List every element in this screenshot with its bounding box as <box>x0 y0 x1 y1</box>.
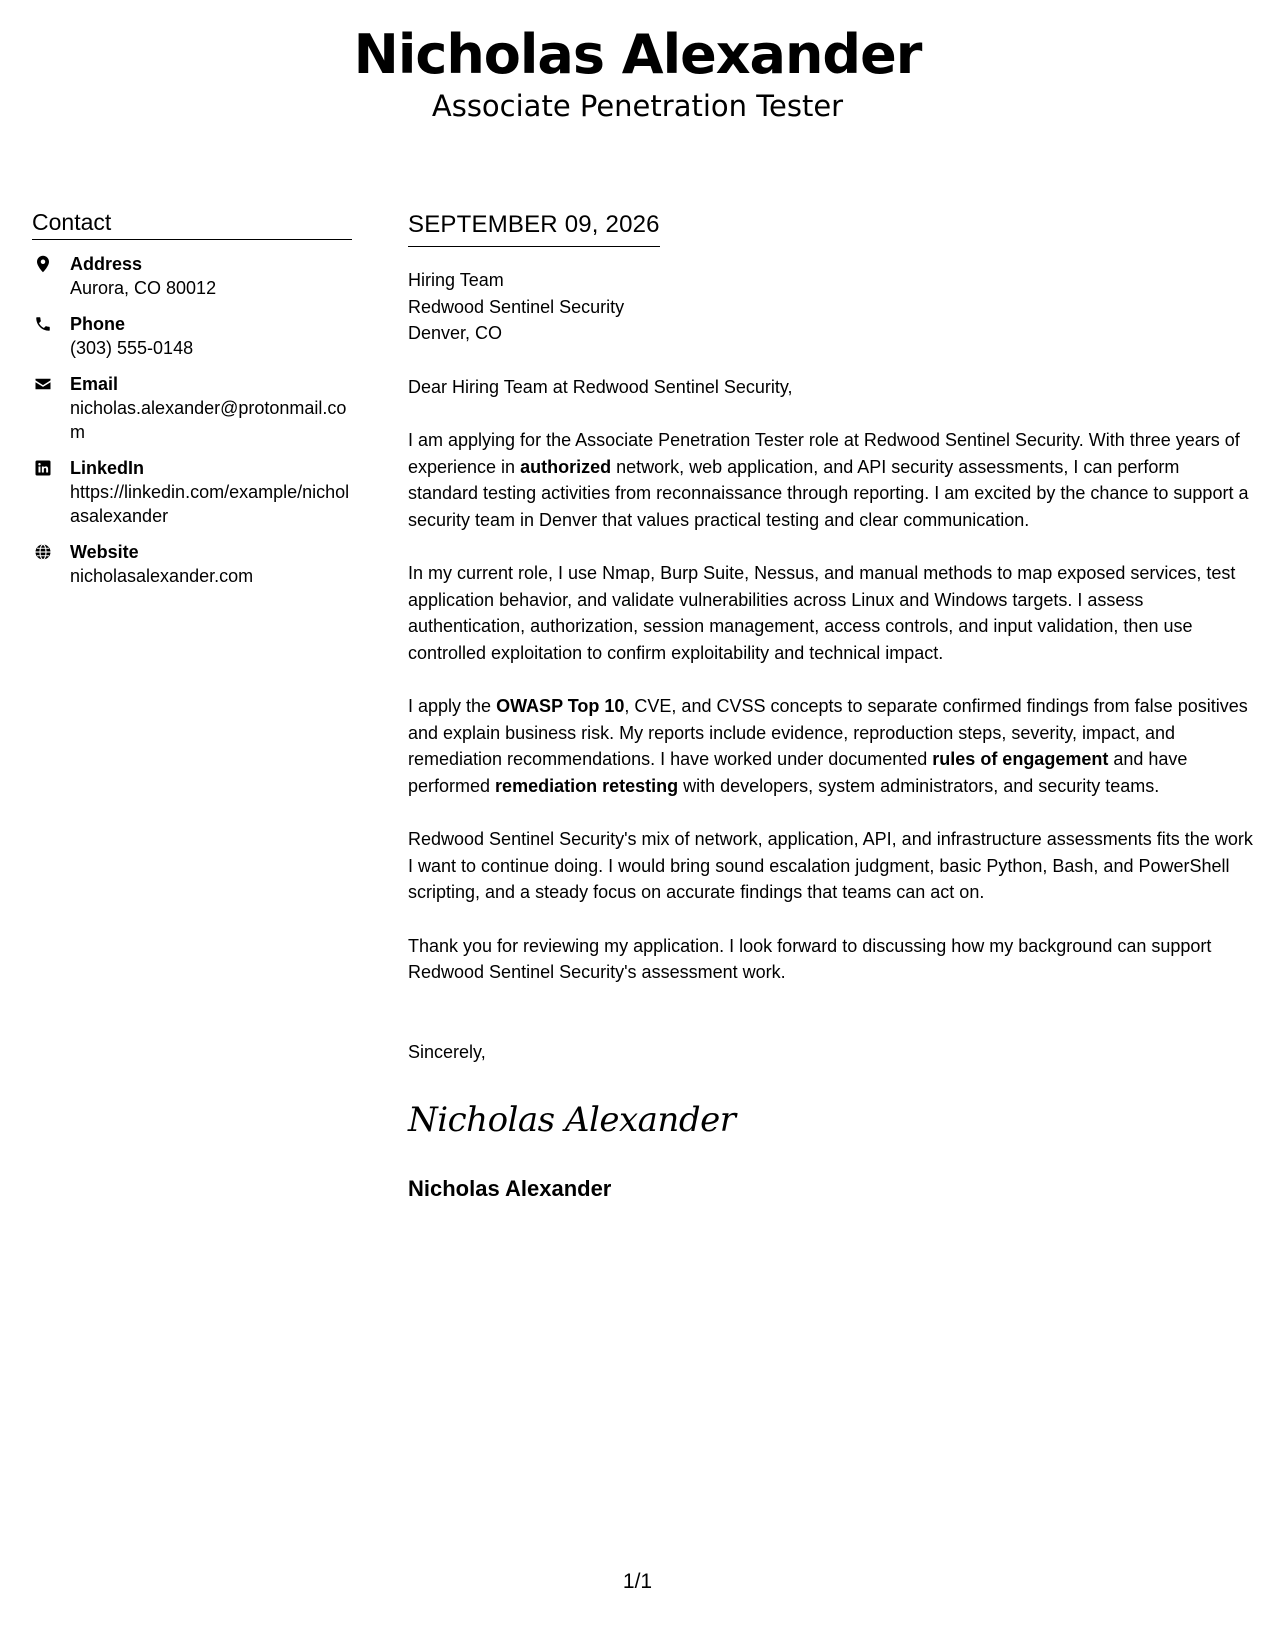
recipient-line: Hiring Team <box>408 270 504 290</box>
job-title: Associate Penetration Tester <box>431 89 844 123</box>
globe-icon <box>34 543 52 561</box>
applicant-name: Nicholas Alexander <box>353 23 922 86</box>
closing: Sincerely, <box>408 1041 486 1062</box>
salutation: Dear Hiring Team at Redwood Sentinel Security, <box>408 376 793 397</box>
contact-label: Email <box>70 374 119 394</box>
phone-icon <box>34 315 52 333</box>
contact-label: Address <box>70 254 143 274</box>
contact-heading: Contact <box>32 207 352 240</box>
letter-date: SEPTEMBER 09, 2026 <box>408 210 660 247</box>
contact-item-linkedin <box>32 456 352 528</box>
map-pin-icon <box>34 255 52 273</box>
signature-name: Nicholas Alexander <box>408 1176 612 1201</box>
paragraph-3: I apply the OWASP Top 10, CVE, and CVSS concepts to separate confirmed findings from false positives and explain business risk. My reports include evidence, reproduction steps, severity, impact, and remediation recommendations. I have worked under documented rules of engagement and have performed remediation retesting with developers, system administrators, and security teams. <box>408 696 1248 796</box>
recipient-line: Denver, CO <box>408 323 503 343</box>
contact-label: Website <box>70 542 139 562</box>
recipient-line: Redwood Sentinel Security <box>408 296 625 317</box>
header <box>0 22 1275 124</box>
handwritten-signature: Nicholas Alexander <box>408 1100 736 1140</box>
contact-value[interactable]: nicholasalexander.com <box>70 566 254 586</box>
page-number: 1/1 <box>622 1570 653 1593</box>
letter-body <box>408 210 1253 1203</box>
contact-value: (303) 555-0148 <box>70 338 194 358</box>
paragraph-1: I am applying for the Associate Penetration Tester role at Redwood Sentinel Security. With three years of experience in authorized network, web application, and API security assessments, I can perform standard testing activities from reconnaissance through reporting. I am excited by the chance to support a security team in Denver that values practical testing and clear communication. <box>408 430 1249 530</box>
linkedin-icon <box>34 459 52 477</box>
contact-item-website <box>32 540 352 588</box>
paragraph-2: In my current role, I use Nmap, Burp Suite, Nessus, and manual methods to map exposed services, test application behavior, and validate vulnerabilities across Linux and Windows targets. I assess authentication, authorization, session management, access controls, and input validation, then use controlled exploitation to confirm exploitability and technical impact. <box>408 563 1236 663</box>
paragraph-5: Thank you for reviewing my application. I look forward to discussing how my background can support Redwood Sentinel Security's assessment work. <box>408 935 1212 982</box>
contact-item-email <box>32 372 352 444</box>
contact-label: Phone <box>70 314 126 334</box>
envelope-icon <box>34 375 52 393</box>
contact-sidebar <box>32 207 352 588</box>
contact-value[interactable]: nicholas.alexander@protonmail.com <box>70 398 347 442</box>
contact-value[interactable]: https://linkedin.com/example/nicholasalexander <box>70 482 350 526</box>
contact-value: Aurora, CO 80012 <box>70 278 217 298</box>
contact-item-address <box>32 252 352 300</box>
recipient-block <box>408 267 1253 347</box>
paragraph-4: Redwood Sentinel Security's mix of network, application, API, and infrastructure assessments fits the work I want to continue doing. I would bring sound escalation judgment, basic Python, Bash, and PowerShell scripting, and a steady focus on accurate findings that teams can act on. <box>408 829 1253 902</box>
contact-item-phone <box>32 312 352 360</box>
contact-label: LinkedIn <box>70 458 145 478</box>
